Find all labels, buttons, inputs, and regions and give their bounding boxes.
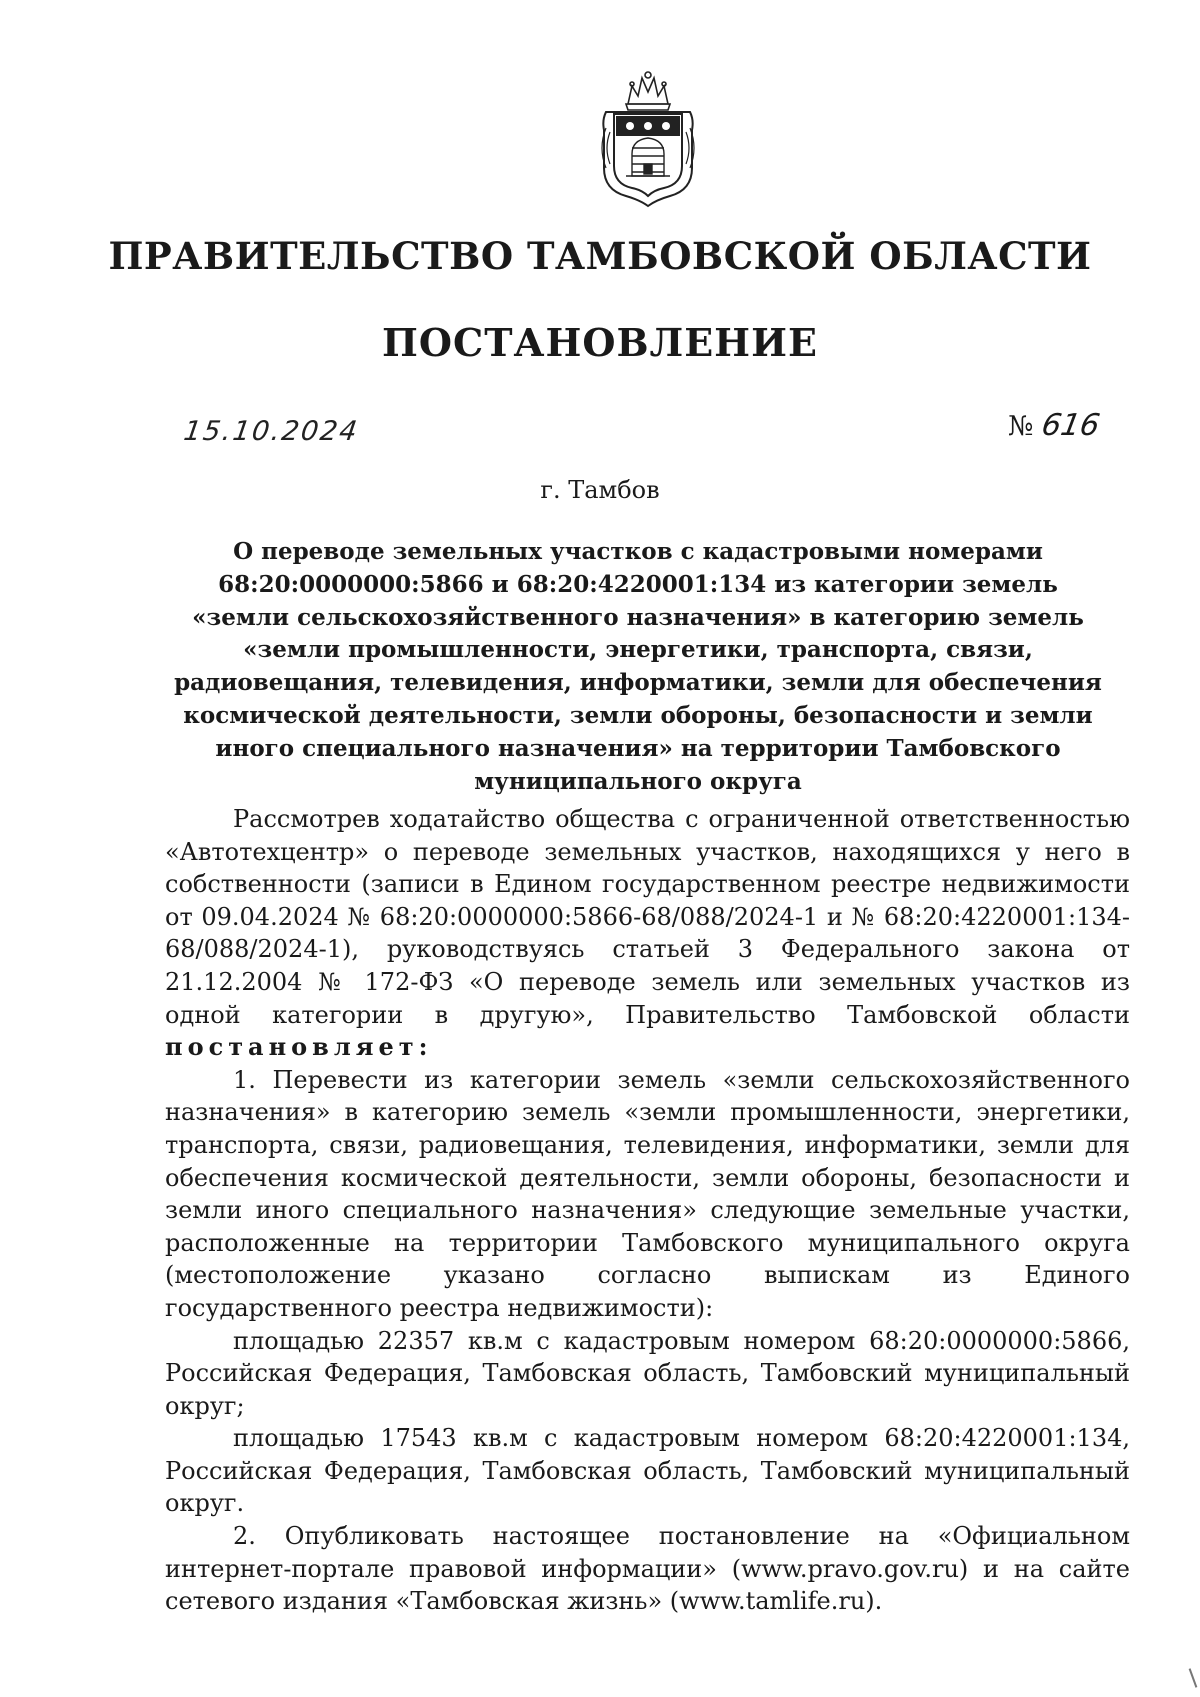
item-1-paragraph: 1. Перевести из категории земель «земли сельскохозяйственного назначения» в категорию земель «земли промышленности, энергетики, транспорта, связи, радиовещания, телевидения, информатики, земли для обеспечения космической деятельности, земли обороны, безопасности и земли иного специального назначения» следующие земельные участки, расположенные на территории Тамбовского муниципального округа (местоположение указано согласно выпискам из Единого государственного реестра недвижимости):: [165, 1065, 1130, 1322]
document-type-title: ПОСТАНОВЛЕНИЕ: [382, 320, 818, 365]
number-label: №: [1008, 411, 1034, 442]
parcel-1-paragraph: площадью 22357 кв.м с кадастровым номером 68:20:0000000:5866, Российская Федерация, Тамбовская область, Тамбовский муниципальный округ;: [165, 1326, 1130, 1420]
tambov-coat-of-arms-icon: [592, 68, 704, 208]
preamble-text: Рассмотрев ходатайство общества с ограниченной ответственностью «Автотехцентр» о переводе земельных участков, находящихся у него в собственности (записи в Едином государственном реестре недвижимости от 09.04.2024 № 68:20:0000000:5866-68/088/2024-1 и № 68:20:4220001:134-68/088/2024-1), руководствуясь статьей 3 Федерального закона от 21.12.2004 № 172-ФЗ «О переводе земель или земельных участков из одной категории в другую», Правительство Тамбовской области: [165, 805, 1130, 1029]
document-heading: О переводе земельных участков с кадастровыми номерами 68:20:0000000:5866 и 68:20:4220001:134 из категории земель «земли сельскохозяйственного назначения» в категорию земель «земли промышленности, энергетики, транспорта, связи, радиовещания, телевидения, информатики, земли для обеспечения космической деятельности, земли обороны, безопасности и земли иного специального назначения» на территории Тамбовского муниципального округа: [174, 538, 1102, 795]
parcel-2-paragraph: площадью 17543 кв.м с кадастровым номером 68:20:4220001:134, Российская Федерация, Тамбовская область, Тамбовский муниципальный округ.: [165, 1424, 1130, 1518]
decides-word: постановляет:: [165, 1032, 433, 1062]
document-date: 15.10.2024: [181, 416, 361, 447]
document-city: г. Тамбов: [540, 476, 660, 504]
government-title: ПРАВИТЕЛЬСТВО ТАМБОВСКОЙ ОБЛАСТИ: [108, 234, 1092, 278]
document-number: [1008, 408, 1102, 443]
scan-edge-mark: [1189, 1668, 1198, 1687]
number-value: 616: [1038, 408, 1102, 443]
item-2-paragraph: 2. Опубликовать настоящее постановление на «Официальном интернет-портале правовой информации» (www.pravo.gov.ru) и на сайте сетевого издания «Тамбовская жизнь» (www.tamlife.ru).: [165, 1522, 1130, 1616]
preamble-paragraph: [165, 803, 1130, 1064]
document-body: [165, 803, 1130, 1618]
